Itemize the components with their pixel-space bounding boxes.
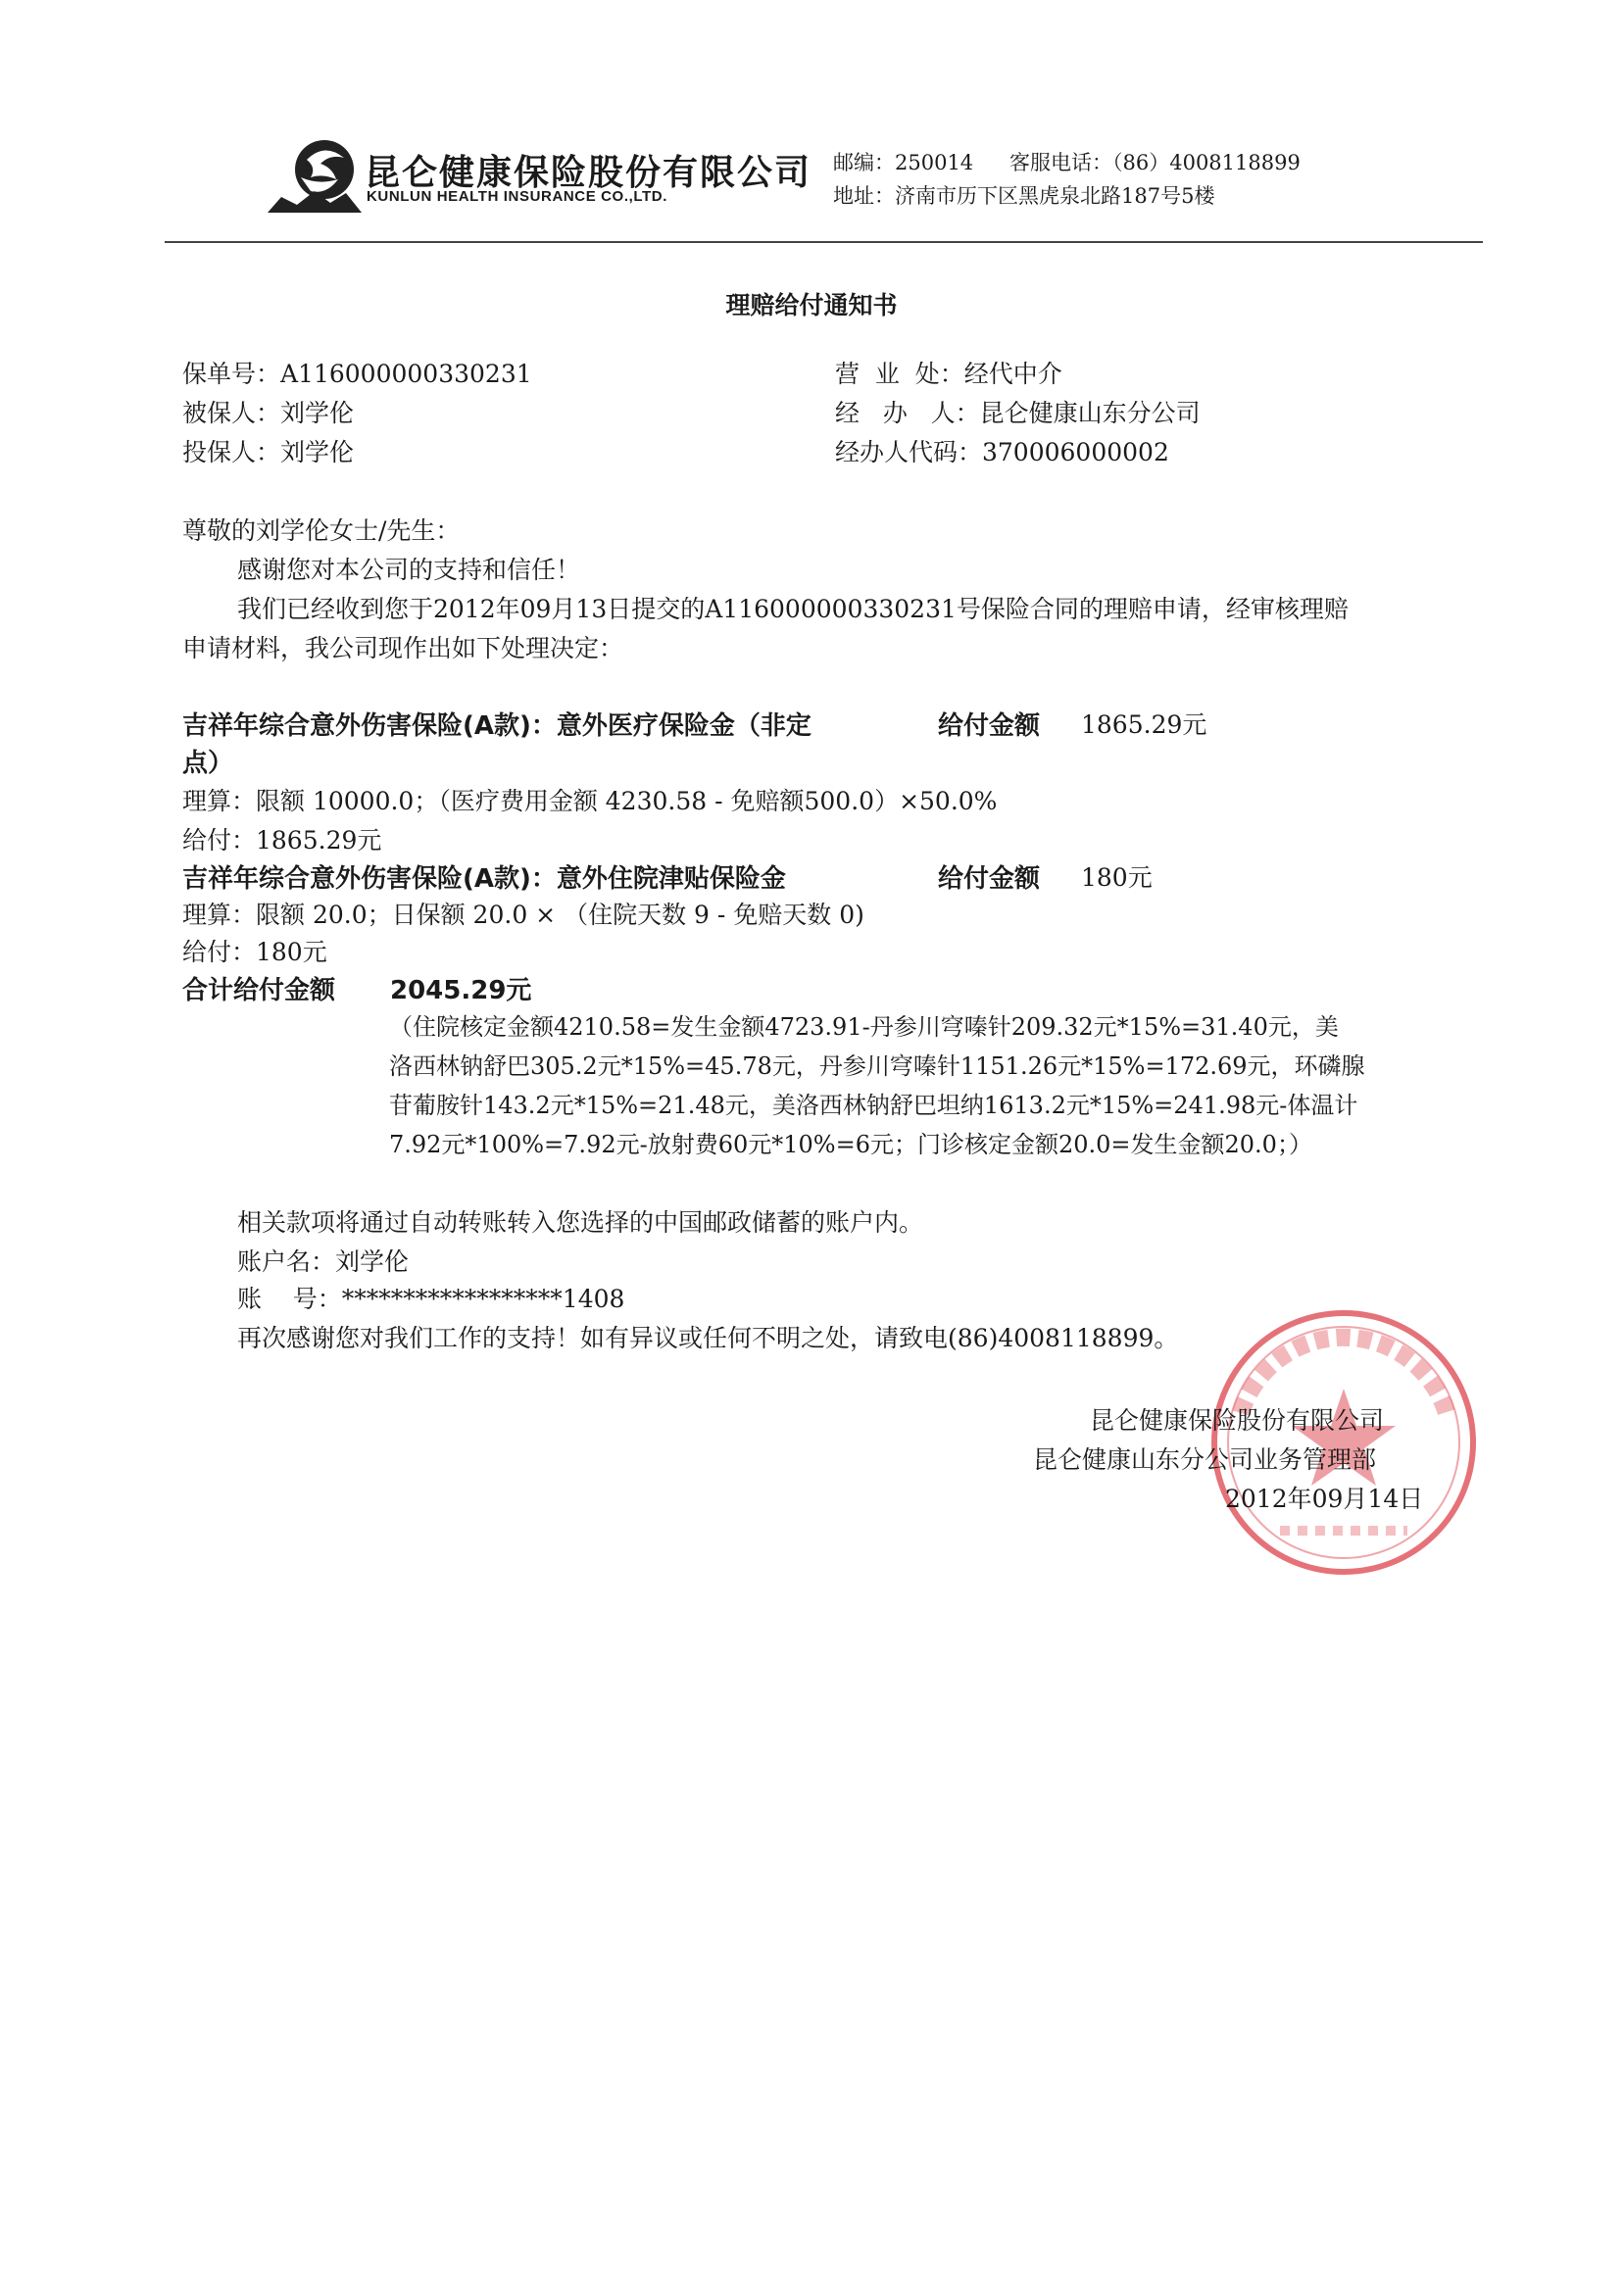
claim-amount: 1865.29元 bbox=[1081, 710, 1207, 739]
company-name-cn: 昆仑健康保险股份有限公司 bbox=[365, 153, 812, 193]
header-divider bbox=[165, 241, 1483, 243]
claim-calculation: 理算：限额 10000.0；（医疗费用金额 4230.58 - 免赔额500.0）×50.0% bbox=[182, 787, 998, 815]
policy-number: 保单号：A116000000330231 bbox=[182, 360, 532, 388]
claim-amount-label: 给付金额 bbox=[938, 864, 1041, 894]
account-number: 账 号：******************1408 bbox=[237, 1285, 625, 1313]
business-office: 营 业 处：经代中介 bbox=[835, 360, 1062, 388]
total-amount: 2045.29元 bbox=[390, 976, 532, 1005]
signature-date: 2012年09月14日 bbox=[1225, 1485, 1424, 1513]
closing-line: 再次感谢您对我们工作的支持！如有异议或任何不明之处，请致电(86)4008118899。 bbox=[237, 1324, 1179, 1352]
claim-payment: 给付：180元 bbox=[182, 938, 327, 966]
salutation: 尊敬的刘学伦女士/先生： bbox=[182, 516, 461, 545]
applicant: 投保人：刘学伦 bbox=[182, 438, 355, 466]
document-title: 理赔给付通知书 bbox=[725, 291, 898, 319]
account-name: 账户名：刘学伦 bbox=[237, 1247, 410, 1276]
insured-person: 被保人：刘学伦 bbox=[182, 399, 355, 427]
paragraph-line-1: 我们已经收到您于2012年09月13日提交的A116000000330231号保险合同的理赔申请，经审核理赔 bbox=[237, 595, 1349, 623]
handler: 经 办 人：昆仑健康山东分公司 bbox=[835, 399, 1201, 427]
claim-item-title: 吉祥年综合意外伤害保险(A款)：意外医疗保险金（非定 bbox=[182, 711, 812, 741]
claim-amount: 180元 bbox=[1081, 863, 1153, 892]
claim-item-title: 吉祥年综合意外伤害保险(A款)：意外住院津贴保险金 bbox=[182, 864, 786, 894]
detail-line: （住院核定金额4210.58=发生金额4723.91-丹参川穹嗪针209.32元*15%=31.40元，美 bbox=[389, 1013, 1339, 1041]
detail-line: 洛西林钠舒巴305.2元*15%=45.78元，丹参川穹嗪针1151.26元*15%=172.69元，环磷腺 bbox=[389, 1052, 1365, 1080]
claim-amount-label: 给付金额 bbox=[938, 711, 1041, 741]
paragraph-line-2: 申请材料，我公司现作出如下处理决定： bbox=[182, 634, 624, 662]
header-hotline: 客服电话：（86）4008118899 bbox=[1009, 151, 1301, 174]
signature-company: 昆仑健康保险股份有限公司 bbox=[1090, 1406, 1385, 1435]
header-address: 地址：济南市历下区黑虎泉北路187号5楼 bbox=[833, 184, 1215, 208]
calculation-details bbox=[389, 1007, 1467, 1164]
detail-line: 7.92元*100%=7.92元-放射费60元*10%=6元；门诊核定金额20.0=发生金额20.0；） bbox=[389, 1131, 1312, 1158]
claim-item-title-cont: 点） bbox=[182, 749, 234, 778]
claim-calculation: 理算：限额 20.0；日保额 20.0 × （住院天数 9 - 免赔天数 0) bbox=[182, 901, 864, 929]
signature-department: 昆仑健康山东分公司业务管理部 bbox=[1033, 1445, 1377, 1474]
header-postcode: 邮编：250014 bbox=[833, 151, 974, 174]
claim-payment: 给付：1865.29元 bbox=[182, 826, 382, 855]
total-label: 合计给付金额 bbox=[182, 976, 336, 1005]
transfer-notice: 相关款项将通过自动转账转入您选择的中国邮政储蓄的账户内。 bbox=[237, 1208, 924, 1237]
kunlun-logo-icon bbox=[268, 134, 362, 215]
handler-code: 经办人代码：370006000002 bbox=[835, 438, 1169, 466]
detail-line: 苷葡胺针143.2元*15%=21.48元，美洛西林钠舒巴坦纳1613.2元*15%=241.98元-体温计 bbox=[389, 1092, 1358, 1119]
company-name-en: KUNLUN HEALTH INSURANCE CO.,LTD. bbox=[367, 188, 667, 205]
thanks-line: 感谢您对本公司的支持和信任！ bbox=[237, 556, 581, 584]
